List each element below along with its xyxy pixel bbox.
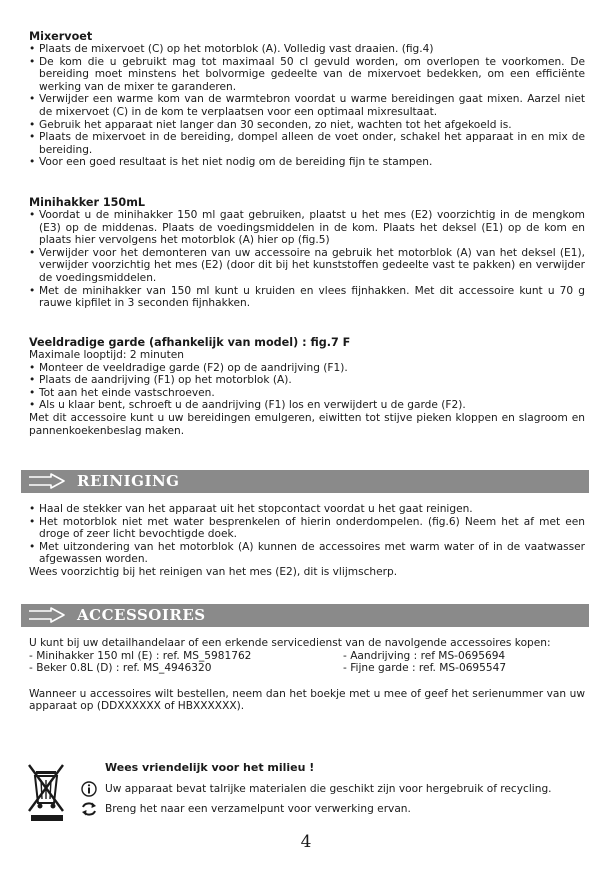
list-item: • Verwijder voor het demonteren van uw accessoire na gebruik het motorblok (A) van het deksel (E1), verwijder voorzichtig het mes (E2) (door dit bij het kunststoffen gedeelte vast te pakken) en verwijder de voedingsmiddelen. [29, 247, 585, 285]
minihakker-section [29, 196, 585, 310]
list-item: • Verwijder een warme kom van de warmtebron voordat u warme bereidingen gaat mixen. Aarzel niet de mixervoet (C) in de kom te verplaatsen voor een optimaal mixresultaat. [29, 93, 585, 118]
accessoire-ref: - Beker 0.8L (D) : ref. MS_4946320 [29, 662, 212, 675]
list-item: • Gebruik het apparaat niet langer dan 30 seconden, zo niet, wachten tot het afgekoeld is. [29, 119, 585, 132]
garde-closing: Met dit accessoire kunt u uw bereidingen emulgeren, eiwitten tot stijve pieken kloppen en slagroom en pannenkoekenbeslag maken. [29, 411, 585, 437]
accessoires-title: ACCESSOIRES [77, 606, 206, 624]
garde-subline: Maximale looptijd: 2 minuten [29, 349, 185, 361]
accessoires-section [29, 637, 585, 713]
list-item: • Met uitzondering van het motorblok (A) kunnen de accessoires met warm water of in de vaatwasser afgewassen worden. [29, 541, 585, 566]
list-item: • De kom die u gebruikt mag tot maximaal 50 cl gevuld worden, om overlopen te voorkomen. De bereiding moet minstens het bolvormige gedeelte van de mixervoet bedekken, om een efficiënte werking van de mixer te garanderen. [29, 56, 585, 94]
info-icon [81, 781, 97, 797]
list-item: • Met de minihakker van 150 ml kunt u kruiden en vlees fijnhakken. Met dit accessoire kunt u 70 g rauwe kipfilet in 3 seconden fijnhakken. [29, 285, 585, 310]
milieu-section [21, 759, 591, 829]
milieu-heading: Wees vriendelijk voor het milieu ! [105, 761, 315, 774]
milieu-collection-text: Breng het naar een verzamelpunt voor verwerking ervan. [105, 803, 411, 815]
mixervoet-section [29, 30, 585, 169]
reiniging-closing: Wees voorzichtig bij het reinigen van het mes (E2), dit is vlijmscherp. [29, 565, 398, 578]
accessoires-intro: U kunt bij uw detailhandelaar of een erkende servicedienst van de navolgende accessoires kopen: [29, 637, 551, 649]
reiniging-banner [21, 470, 589, 493]
reiniging-list [29, 503, 585, 566]
page-number: 4 [300, 832, 312, 852]
list-item: • Haal de stekker van het apparaat uit het stopcontact voordat u het gaat reinigen. [29, 503, 585, 516]
accessoires-references [29, 650, 585, 678]
minihakker-list [29, 209, 585, 310]
list-item: • Monteer de veeldradige garde (F2) op de aandrijving (F1). [29, 362, 585, 375]
list-item: • Plaats de aandrijving (F1) op het motorblok (A). [29, 374, 585, 387]
list-item: • Plaats de mixervoet (C) op het motorblok (A). Volledig vast draaien. (fig.4) [29, 43, 585, 56]
accessoires-right-column [343, 650, 506, 675]
accessoires-left-column [29, 650, 251, 675]
accessoire-ref: - Minihakker 150 ml (E) : ref. MS_5981762 [29, 649, 252, 662]
accessoire-ref: - Fijne garde : ref. MS-0695547 [343, 662, 507, 675]
garde-section [29, 336, 585, 437]
garde-list [29, 362, 585, 412]
garde-heading: Veeldradige garde (afhankelijk van model) : fig.7 F [29, 336, 351, 349]
crossed-bin-icon [23, 759, 71, 823]
list-item: • Voor een goed resultaat is het niet nodig om de bereiding fijn te stampen. [29, 156, 585, 169]
milieu-recycling-text: Uw apparaat bevat talrijke materialen die geschikt zijn voor hergebruik of recycling. [105, 783, 552, 795]
recycle-arrow-icon [81, 801, 97, 817]
reiniging-section [29, 503, 585, 579]
mixervoet-heading: Mixervoet [29, 30, 93, 43]
accessoire-ref: - Aandrijving : ref MS-0695694 [343, 649, 506, 662]
mixervoet-list [29, 43, 585, 169]
arrow-icon [27, 607, 67, 623]
list-item: • Plaats de mixervoet in de bereiding, dompel alleen de voet onder, schakel het apparaat in en mix de bereiding. [29, 131, 585, 156]
accessoires-banner [21, 604, 589, 627]
list-item: • Tot aan het einde vastschroeven. [29, 387, 585, 400]
arrow-icon [27, 473, 67, 489]
accessoires-order: Wanneer u accessoires wilt bestellen, neem dan het boekje met u mee of geef het serienummer van uw apparaat op (DDXXXXXX of HBXXXXXX). [29, 687, 585, 713]
reiniging-title: REINIGING [77, 472, 180, 490]
list-item: • Als u klaar bent, schroeft u de aandrijving (F1) los en verwijdert u de garde (F2). [29, 399, 585, 412]
minihakker-heading: Minihakker 150mL [29, 196, 145, 209]
list-item: • Het motorblok niet met water besprenkelen of hierin onderdompelen. (fig.6) Neem het af met een droge of zeer licht bevochtigde doek. [29, 516, 585, 541]
list-item: • Voordat u de minihakker 150 ml gaat gebruiken, plaatst u het mes (E2) voorzichtig in de mengkom (E3) op de middenas. Plaats de voedingsmiddelen in de kom. Plaats het deksel (E1) op de kom en plaats hier vervolgens het motorblok (A) hier op (fig.5) [29, 209, 585, 247]
